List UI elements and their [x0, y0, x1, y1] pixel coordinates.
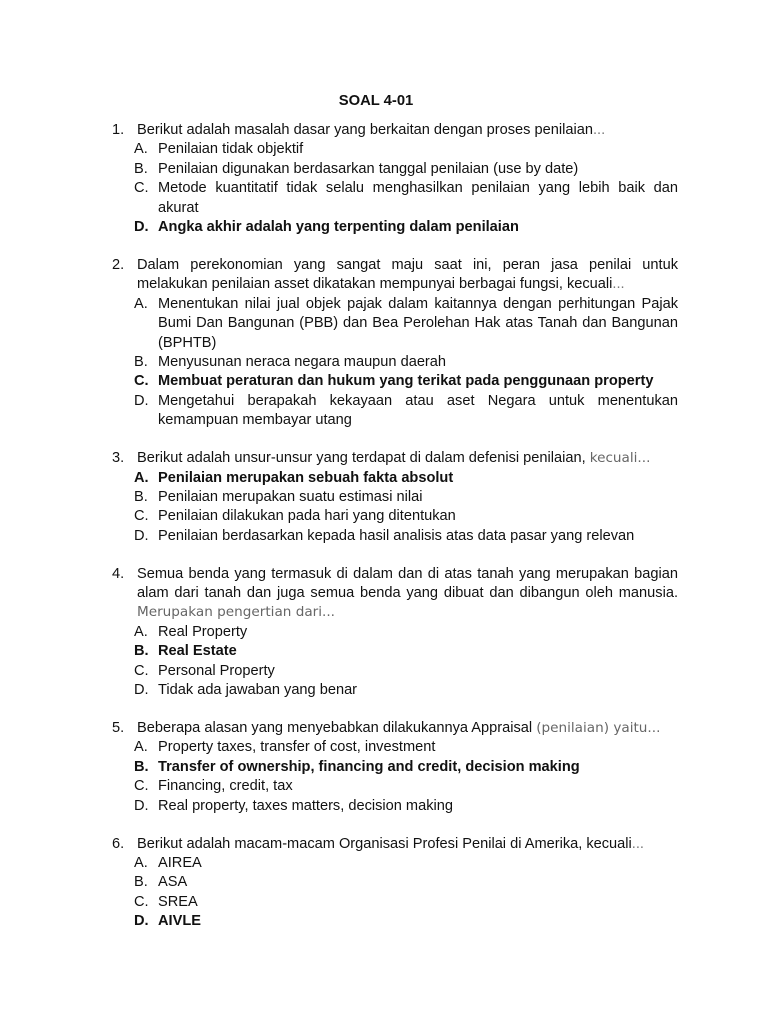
question-text: Semua benda yang termasuk di dalam dan di atas tanah yang merupakan bagian alam dari tanah dan juga semua benda yang dibuat dan dibangun oleh manusia. [137, 565, 678, 602]
option-letter: A. [134, 854, 148, 871]
option-d-answer [134, 912, 678, 931]
question-6 [0, 835, 768, 932]
option-letter: C. [134, 508, 149, 525]
question-text: Berikut adalah macam-macam Organisasi Profesi Penilai di Amerika, kecuali [137, 835, 632, 852]
option-text: AIREA [158, 854, 202, 871]
page-title: SOAL 4-01 [338, 93, 414, 109]
option-text: Penilaian merupakan suatu estimasi nilai [158, 488, 423, 505]
option-text: Membuat peraturan dan hukum yang terikat pada penggunaan property [158, 373, 654, 390]
option-text: ASA [158, 874, 188, 891]
option-letter: C. [134, 180, 149, 197]
option-text: SREA [158, 893, 198, 910]
option-b [134, 160, 678, 179]
option-letter: B. [134, 758, 149, 775]
option-letter: A. [134, 295, 148, 312]
option-letter: D. [134, 682, 149, 699]
option-d [134, 392, 678, 431]
option-letter: A. [134, 623, 148, 640]
question-text: Berikut adalah unsur-unsur yang terdapat di dalam defenisi penilaian, [137, 450, 590, 467]
option-b-answer [134, 642, 678, 661]
option-text: Metode kuantitatif tidak selalu menghasilkan penilaian yang lebih baik dan akurat [158, 180, 678, 216]
option-letter: A. [134, 739, 148, 756]
option-text: Menyusunan neraca negara maupun daerah [158, 353, 447, 370]
option-text: Penilaian digunakan berdasarkan tanggal penilaian (use by date) [158, 160, 579, 177]
question-stem [112, 565, 678, 623]
option-text: Menentukan nilai jual objek pajak dalam kaitannya dengan perhitungan Pajak Bumi Dan Bangunan (PBB) dan Bea Perolehan Hak atas Tanah dan Bangunan (BPHTB) [158, 295, 678, 351]
question-trail: (penilaian) yaitu... [536, 719, 661, 736]
option-text: Personal Property [158, 662, 275, 679]
question-stem [112, 719, 678, 738]
option-letter: B. [134, 353, 148, 370]
question-number: 6. [112, 835, 125, 852]
question-3 [0, 449, 768, 546]
option-text: Penilaian merupakan sebuah fakta absolut [158, 469, 454, 486]
question-trail: ... [592, 122, 606, 138]
question-stem [112, 256, 678, 295]
option-letter: D. [134, 913, 149, 930]
option-text: Real Property [158, 623, 248, 640]
option-d [134, 681, 678, 700]
option-letter: C. [134, 893, 149, 910]
option-a-answer [134, 469, 678, 488]
question-list [0, 121, 768, 950]
option-letter: B. [134, 488, 148, 505]
option-a [134, 738, 678, 757]
option-text: Penilaian tidak objektif [158, 141, 304, 158]
option-letter: C. [134, 778, 149, 795]
option-letter: B. [134, 160, 148, 177]
option-a [134, 140, 678, 159]
option-d [134, 797, 678, 816]
option-letter: C. [134, 373, 149, 390]
option-text: Property taxes, transfer of cost, investment [158, 739, 436, 756]
option-c [134, 893, 678, 912]
option-c-answer [134, 372, 678, 391]
option-a [134, 623, 678, 642]
option-text: Angka akhir adalah yang terpenting dalam penilaian [158, 219, 519, 236]
question-stem [112, 121, 678, 140]
option-letter: A. [134, 469, 149, 486]
question-trail: ... [631, 835, 644, 852]
option-letter: D. [134, 797, 149, 814]
question-number: 4. [112, 565, 125, 582]
question-text: Beberapa alasan yang menyebabkan dilakukannya Appraisal [137, 719, 537, 736]
option-a [134, 295, 678, 353]
question-number: 5. [112, 719, 125, 736]
question-trail: ... [612, 276, 625, 293]
option-c [134, 662, 678, 681]
question-4 [0, 565, 768, 701]
option-b [134, 873, 678, 892]
question-stem [112, 835, 678, 854]
question-trail: kecuali... [589, 450, 651, 467]
option-text: Financing, credit, tax [158, 778, 293, 795]
option-letter: C. [134, 662, 149, 679]
option-letter: B. [134, 874, 148, 891]
option-letter: A. [134, 141, 148, 158]
option-letter: D. [134, 392, 149, 409]
option-a [134, 854, 678, 873]
option-letter: D. [134, 527, 149, 544]
option-text: Real Estate [158, 643, 237, 660]
question-trail: Merupakan pengertian dari... [137, 604, 336, 621]
option-letter: D. [134, 219, 149, 236]
option-text: Real property, taxes matters, decision making [158, 797, 453, 814]
option-b [134, 353, 678, 372]
question-number: 1. [112, 122, 125, 138]
option-text: Penilaian dilakukan pada hari yang ditentukan [158, 508, 456, 525]
question-number: 2. [112, 256, 125, 273]
question-5 [0, 719, 768, 816]
question-2 [0, 256, 768, 431]
option-d [134, 527, 678, 546]
option-b-answer [134, 758, 678, 777]
option-d-answer [134, 218, 678, 237]
question-text: Dalam perekonomian yang sangat maju saat ini, peran jasa penilai untuk melakukan penilaian asset dikatakan mempunyai berbagai fungsi, kecuali [137, 256, 678, 293]
option-c [134, 507, 678, 526]
option-c [134, 777, 678, 796]
question-stem [112, 449, 678, 468]
option-text: Mengetahui berapakah kekayaan atau aset Negara untuk menentukan kemampuan membayar utang [158, 392, 678, 429]
question-number: 3. [112, 450, 125, 467]
option-text: Tidak ada jawaban yang benar [158, 682, 358, 699]
option-letter: B. [134, 643, 149, 660]
option-b [134, 488, 678, 507]
option-c [134, 179, 678, 218]
option-text: AIVLE [158, 913, 201, 930]
option-text: Penilaian berdasarkan kepada hasil analisis atas data pasar yang relevan [158, 527, 635, 544]
question-1 [0, 121, 768, 237]
option-text: Transfer of ownership, financing and credit, decision making [158, 758, 580, 775]
question-text: Berikut adalah masalah dasar yang berkaitan dengan proses penilaian [137, 122, 593, 138]
